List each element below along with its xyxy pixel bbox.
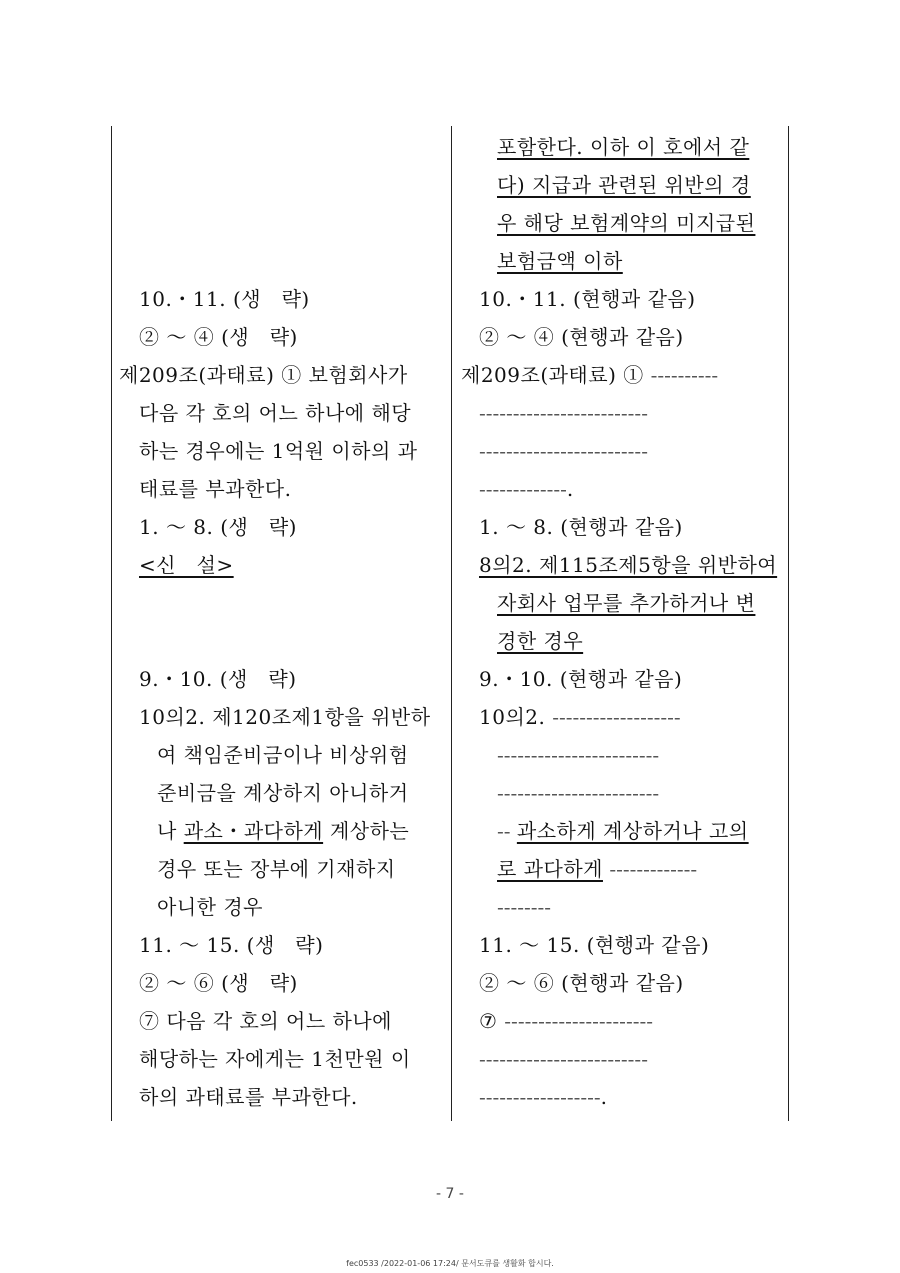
right-line: ② ～ ⑥ (현행과 같음) [479, 971, 684, 995]
right-same-as-current: ------------- [602, 857, 698, 881]
left-line: 준비금을 계상하지 아니하거 [157, 781, 409, 805]
right-same-as-current: -------- [497, 895, 552, 919]
left-line: 하는 경우에는 1억원 이하의 과 [139, 439, 418, 463]
right-same-as-current: ------------------ [479, 1085, 601, 1109]
right-text: 제209조(과태료) ① [461, 363, 651, 387]
left-line: 여 책임준비금이나 비상위험 [157, 743, 409, 767]
right-line [497, 850, 697, 888]
right-changed-line: 우 해당 보험계약의 미지급된 [497, 211, 756, 235]
right-changed-line: 보험금액 이하 [497, 249, 623, 273]
left-new-provision-marker: <신 설> [139, 553, 234, 577]
right-line: 11. ～ 15. (현행과 같음) [479, 933, 710, 957]
left-text: 나 [157, 819, 184, 843]
right-same-as-current: ------------------------- [479, 439, 648, 463]
right-line: 10.・11. (현행과 같음) [479, 287, 696, 311]
right-same-as-current: ------------- [479, 477, 567, 501]
right-line [479, 470, 574, 508]
left-line: 하의 과태료를 부과한다. [139, 1085, 358, 1109]
right-new-provision: 8의2. 제115조제5항을 위반하여 [479, 553, 778, 577]
right-line [497, 812, 749, 850]
left-line: 10.・11. (생 략) [139, 287, 310, 311]
footer-meta: fec0533 /2022-01-06 17:24/ 문서도큐를 생활화 합시다. [346, 1259, 554, 1268]
left-article-heading: 제209조(과태료) ① 보험회사가 [119, 363, 408, 387]
left-line: 아니한 경우 [157, 895, 263, 919]
right-same-as-current: ------------------------- [479, 1047, 648, 1071]
right-text: ⑦ [479, 1009, 505, 1033]
left-line: ② ～ ④ (생 략) [139, 325, 298, 349]
right-text: . [566, 477, 574, 501]
right-same-as-current: ------------------------ [497, 781, 660, 805]
right-same-as-current: ------------------------ [497, 743, 660, 767]
page-number: - 7 - [436, 1186, 464, 1202]
right-changed-line: 포함한다. 이하 이 호에서 같 [497, 135, 750, 159]
right-changed-text: 로 과다하게 [497, 857, 603, 881]
left-text: 계상하는 [323, 819, 410, 843]
left-line: 1. ～ 8. (생 략) [139, 515, 297, 539]
right-line: 9.・10. (현행과 같음) [479, 667, 683, 691]
right-changed-text: 과소하게 계상하거나 고의 [516, 819, 749, 843]
left-line: 해당하는 자에게는 1천만원 이 [139, 1047, 411, 1071]
right-line: ② ～ ④ (현행과 같음) [479, 325, 684, 349]
left-line: 11. ～ 15. (생 략) [139, 933, 324, 957]
right-text: 10의2. [479, 705, 553, 729]
right-same-as-current: -- [497, 819, 517, 843]
right-line [479, 698, 681, 736]
right-same-as-current: ------------------- [552, 705, 681, 729]
table-right-border [788, 126, 789, 1121]
left-line: 다음 각 호의 어느 하나에 해당 [139, 401, 412, 425]
left-line: ⑦ 다음 각 호의 어느 하나에 [139, 1009, 392, 1033]
left-line: 9.・10. (생 략) [139, 667, 297, 691]
right-same-as-current: ---------- [650, 363, 719, 387]
table-column-divider [451, 126, 452, 1121]
right-line [479, 1078, 608, 1116]
left-line [157, 812, 409, 850]
right-new-provision: 자회사 업무를 추가하거나 변 [497, 591, 756, 615]
right-changed-line: 다) 지급과 관련된 위반의 경 [497, 173, 751, 197]
left-line: ② ～ ⑥ (생 략) [139, 971, 298, 995]
left-line: 태료를 부과한다. [139, 477, 292, 501]
table-left-border [111, 126, 112, 1121]
left-line: 10의2. 제120조제1항을 위반하 [139, 705, 431, 729]
left-line: 경우 또는 장부에 기재하지 [157, 857, 396, 881]
right-line [479, 1002, 653, 1040]
right-line: 1. ～ 8. (현행과 같음) [479, 515, 683, 539]
left-changed-text: 과소・과다하게 [183, 819, 324, 843]
right-same-as-current: ------------------------- [479, 401, 648, 425]
right-new-provision: 경한 경우 [497, 629, 584, 653]
right-text: . [600, 1085, 608, 1109]
right-same-as-current: ---------------------- [504, 1009, 653, 1033]
right-article-heading [461, 356, 718, 394]
